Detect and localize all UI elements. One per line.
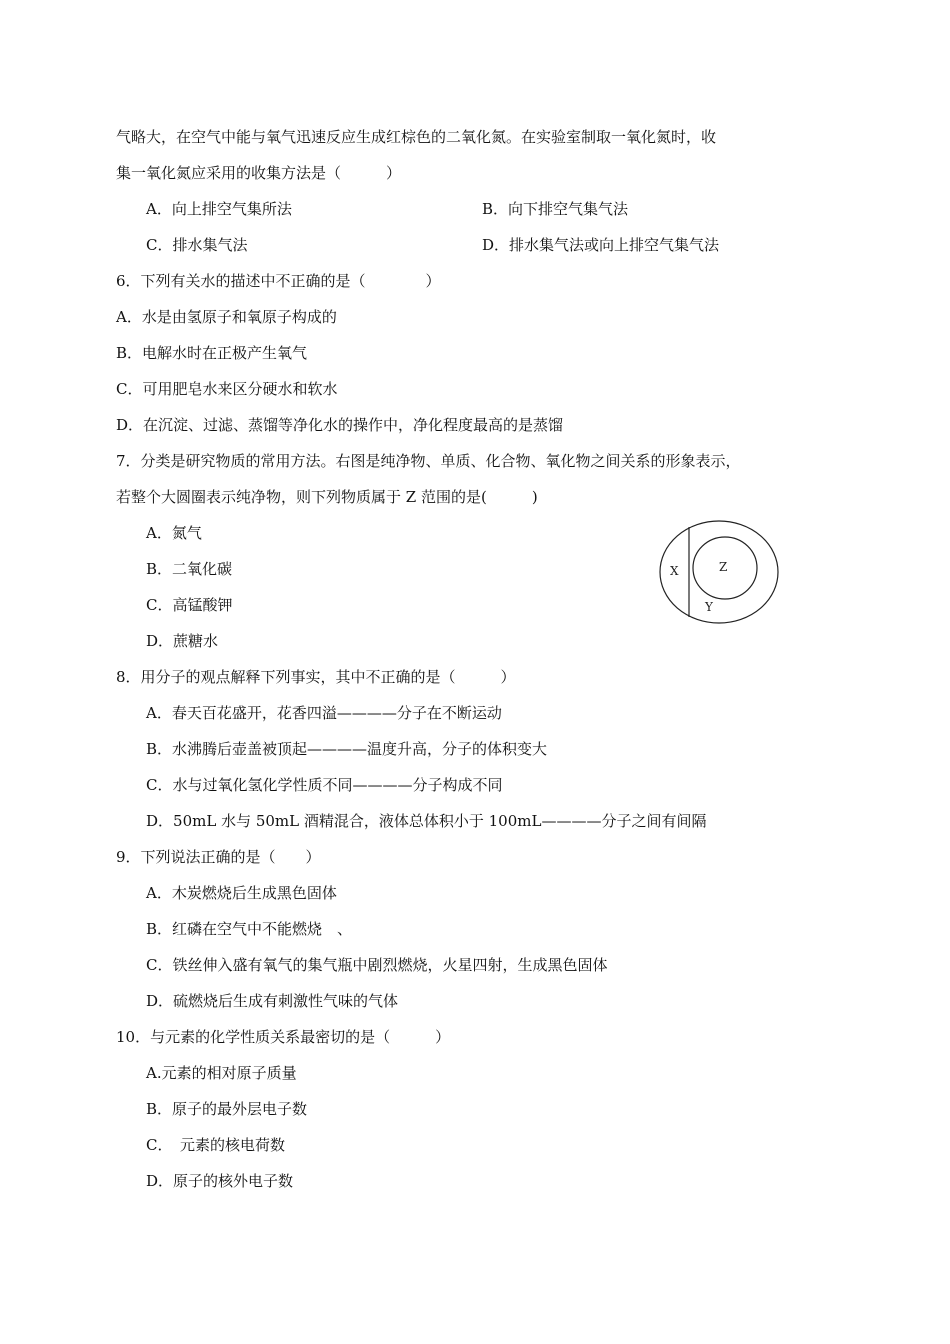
q9-option-b: B．红磷在空气中不能燃烧 、	[146, 920, 353, 938]
q8-option-a: A．春天百花盛开，花香四溢————分子在不断运动	[146, 704, 502, 722]
q5-option-c: C．排水集气法	[146, 236, 248, 254]
q8-option-b: B．水沸腾后壶盖被顶起————温度升高，分子的体积变大	[146, 740, 548, 758]
q5-option-d: D．排水集气法或向上排空气集气法	[482, 236, 720, 254]
q5-option-b: B．向下排空气集气法	[482, 200, 629, 218]
q8-option-c: C．水与过氧化氢化学性质不同————分子构成不同	[146, 776, 503, 794]
q6-option-b: B．电解水时在正极产生氧气	[116, 344, 308, 362]
q7-stem-line2: 若整个大圆圈表示纯净物，则下列物质属于 Z 范围的是( )	[116, 488, 538, 506]
q7-option-b: B．二氧化碳	[146, 560, 233, 578]
q9-option-c: C．铁丝伸入盛有氧气的集气瓶中剧烈燃烧，火星四射，生成黑色固体	[146, 956, 608, 974]
q7-option-a: A．氮气	[146, 524, 202, 542]
q10-option-d: D．原子的核外电子数	[146, 1172, 294, 1190]
q10-option-c: C． 元素的核电荷数	[146, 1136, 285, 1154]
label-x: X	[670, 564, 679, 578]
label-y: Y	[705, 600, 713, 614]
q9-option-a: A．木炭燃烧后生成黑色固体	[146, 884, 337, 902]
q6-option-c: C．可用肥皂水来区分硬水和软水	[116, 380, 338, 398]
q6-stem: 6．下列有关水的描述中不正确的是（ ）	[116, 272, 441, 290]
q5-stem-line1: 气略大，在空气中能与氧气迅速反应生成红棕色的二氧化氮。在实验室制取一氧化氮时，收	[116, 128, 717, 146]
q6-option-d: D．在沉淀、过滤、蒸馏等净化水的操作中，净化程度最高的是蒸馏	[116, 416, 564, 434]
q10-option-a: A.元素的相对原子质量	[146, 1064, 297, 1082]
q5-stem-line2: 集一氧化氮应采用的收集方法是（ ）	[116, 164, 402, 182]
q10-stem: 10．与元素的化学性质关系最密切的是（ ）	[116, 1028, 451, 1046]
q8-option-d: D．50mL 水与 50mL 酒精混合，液体总体积小于 100mL————分子之间有间隔	[146, 812, 707, 830]
q10-option-b: B．原子的最外层电子数	[146, 1100, 308, 1118]
q9-stem: 9．下列说法正确的是（ ）	[116, 848, 321, 866]
q5-option-a: A．向上排空气集所法	[146, 200, 292, 218]
q8-stem: 8．用分子的观点解释下列事实，其中不正确的是（ ）	[116, 668, 516, 686]
label-z: Z	[719, 560, 728, 574]
classification-diagram	[658, 518, 782, 626]
q7-stem-line1: 7．分类是研究物质的常用方法。右图是纯净物、单质、化合物、氧化物之间关系的形象表示，	[116, 452, 741, 470]
q9-option-d: D．硫燃烧后生成有刺激性气味的气体	[146, 992, 399, 1010]
q7-option-c: C．高锰酸钾	[146, 596, 233, 614]
q7-option-d: D．蔗糖水	[146, 632, 219, 650]
q6-option-a: A．水是由氢原子和氧原子构成的	[116, 308, 337, 326]
